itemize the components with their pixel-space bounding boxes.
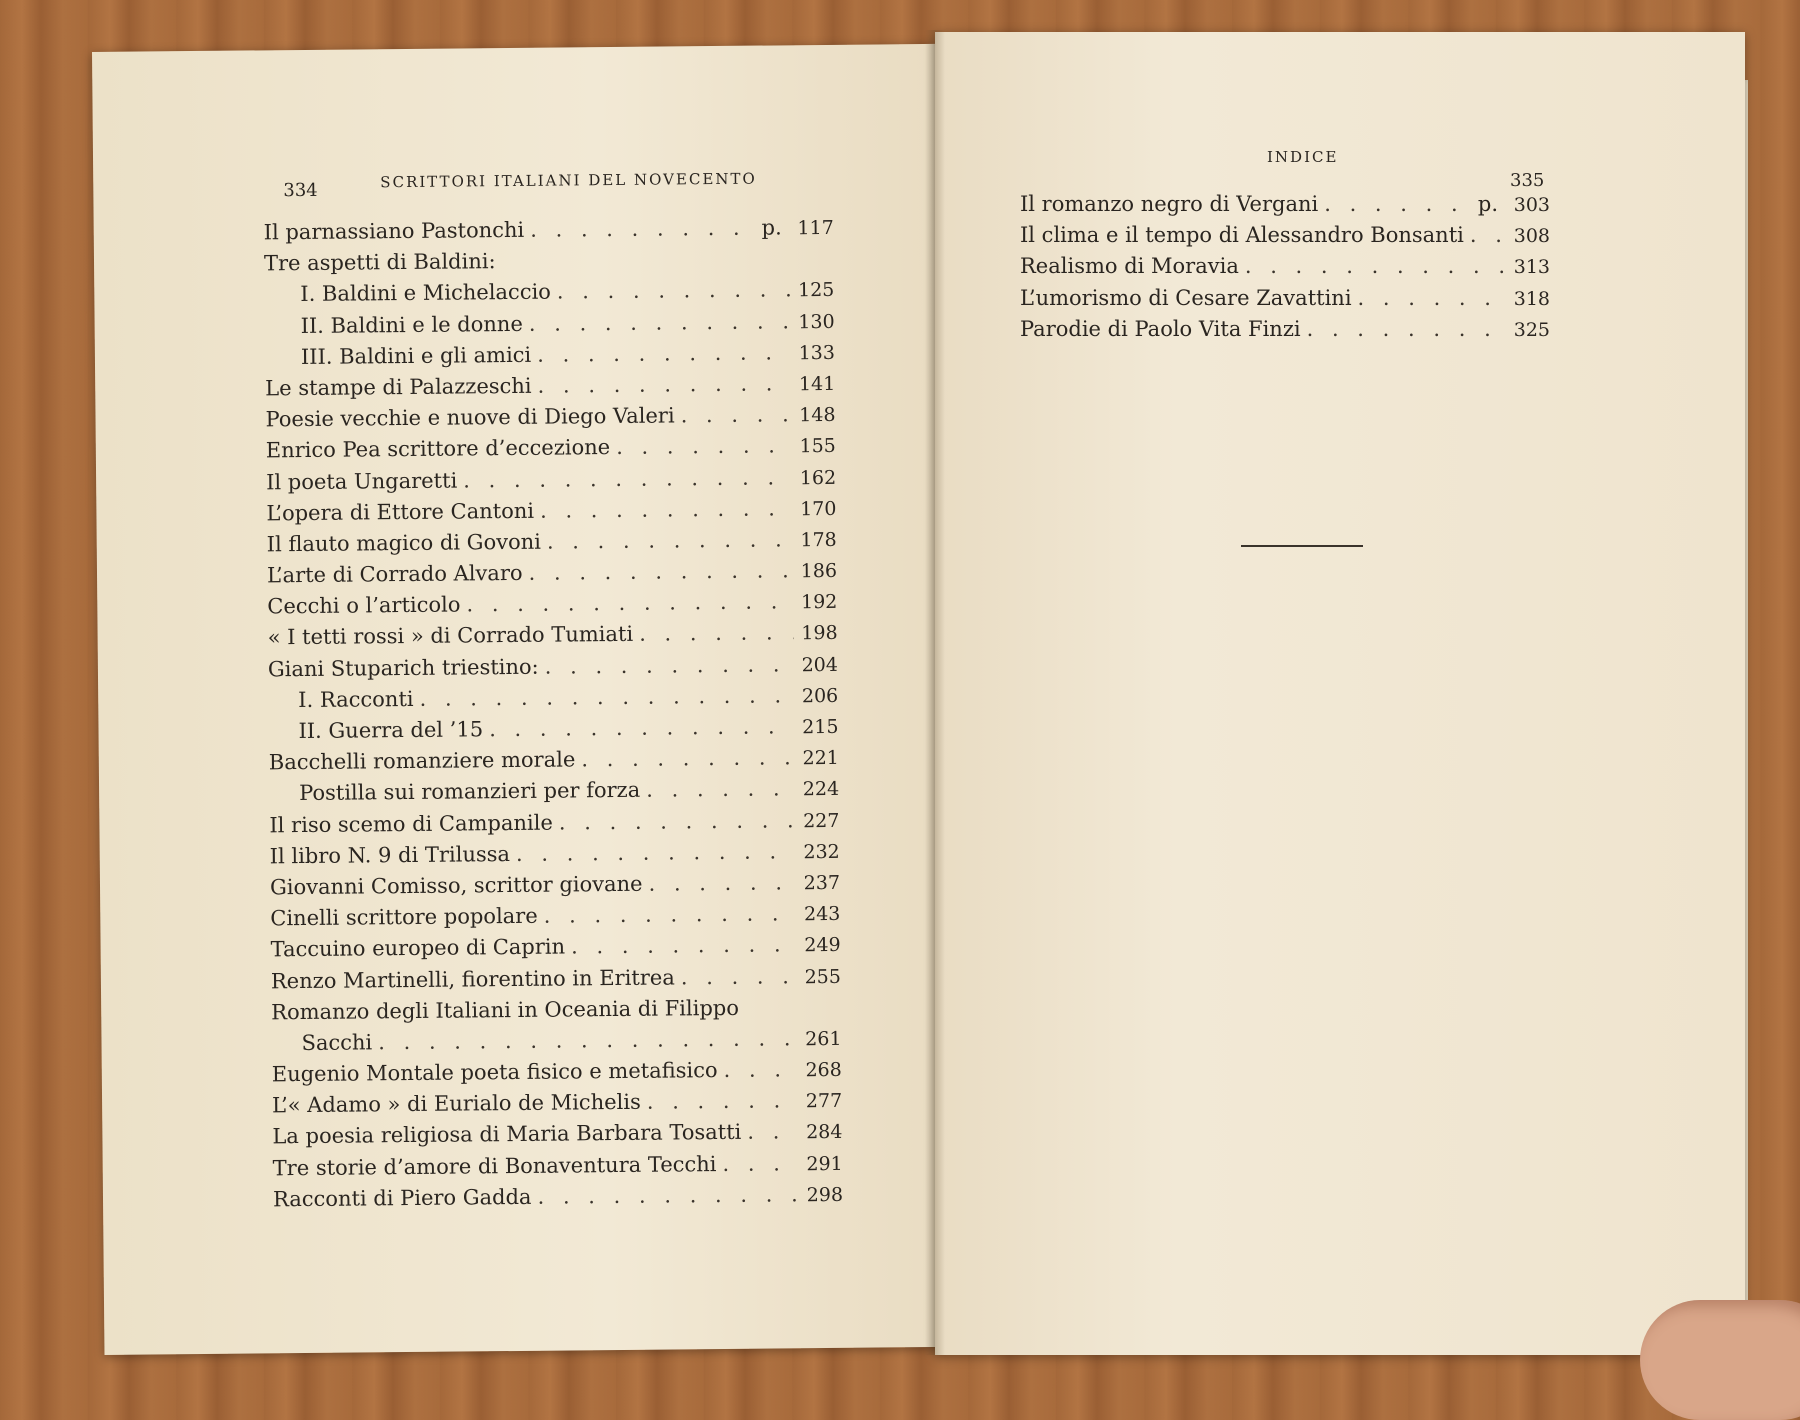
table-of-contents	[264, 215, 844, 1218]
toc-entry-title: L’« Adamo » di Eurialo de Michelis	[272, 1090, 641, 1118]
toc-entry-title: L’opera di Ettore Cantoni	[266, 498, 534, 525]
toc-entry-title: II. Guerra del ’15	[298, 717, 483, 743]
dot-leader	[540, 496, 793, 522]
toc-entry-title: I. Baldini e Michelaccio	[300, 280, 551, 306]
toc-entry-title: Il romanzo negro di Vergani	[1020, 192, 1318, 216]
toc-entry	[1020, 192, 1550, 223]
toc-entry-page: 249	[803, 934, 841, 956]
toc-entry-title: La poesia religiosa di Maria Barbara Tosatti	[272, 1120, 741, 1149]
toc-entry-page: 237	[802, 872, 840, 894]
dot-leader	[1358, 286, 1506, 310]
dot-leader	[463, 465, 792, 492]
toc-entry-title: Renzo Martinelli, fiorentino in Eritrea	[271, 965, 675, 993]
toc-entry-title: I. Racconti	[298, 687, 414, 712]
dot-leader	[639, 621, 794, 646]
dot-leader	[1307, 317, 1506, 341]
toc-entry-page: 117	[796, 217, 834, 239]
dot-leader	[571, 933, 797, 959]
dot-leader	[528, 558, 793, 585]
toc-entry-title: Tre aspetti di Baldini:	[264, 249, 496, 275]
toc-entry-title: Poesie vecchie e nuove di Diego Valeri	[265, 404, 674, 432]
dot-leader	[544, 901, 797, 927]
dot-leader	[1245, 254, 1506, 278]
dot-leader	[516, 839, 796, 866]
toc-entry-title: III. Baldini e gli amici	[301, 343, 531, 369]
page-number: 334	[283, 180, 318, 201]
running-title: SCRITTORI ITALIANI DEL NOVECENTO	[380, 170, 757, 192]
toc-entry-page: 198	[800, 622, 838, 644]
right-page	[935, 32, 1745, 1355]
dot-leader	[1470, 223, 1506, 247]
toc-entry-page: 298	[805, 1184, 843, 1206]
toc-entry-page: 261	[803, 1028, 841, 1050]
toc-entry	[1020, 286, 1550, 317]
toc-entry-page: 130	[797, 310, 835, 332]
dot-leader	[747, 1120, 798, 1144]
toc-entry-page: 291	[805, 1152, 843, 1174]
toc-entry-title: Cinelli scrittore popolare	[270, 904, 538, 931]
toc-entry-title: « I tetti rossi » di Corrado Tumiati	[268, 622, 634, 650]
dot-leader	[1324, 192, 1472, 216]
end-rule	[1241, 545, 1363, 547]
toc-entry-page: 206	[800, 685, 838, 707]
toc-entry	[1020, 223, 1550, 254]
toc-entry-title: Taccuino europeo di Caprin	[271, 935, 566, 962]
toc-entry-page: 224	[801, 778, 839, 800]
toc-entry-page: 325	[1512, 319, 1550, 341]
toc-entry-page: 318	[1512, 288, 1550, 310]
toc-entry-page: 232	[802, 841, 840, 863]
toc-entry-title: Enrico Pea scrittore d’eccezione	[266, 435, 611, 462]
toc-entry-title: Giovanni Comisso, scrittor giovane	[270, 872, 643, 900]
toc-entry-page: 303	[1512, 194, 1550, 216]
toc-entry-title: Cecchi o l’articolo	[267, 593, 460, 619]
dot-leader	[616, 434, 792, 460]
dot-leader	[647, 1089, 799, 1114]
dot-leader	[466, 590, 793, 617]
toc-entry-page: 162	[798, 466, 836, 488]
toc-entry-page: 133	[797, 342, 835, 364]
dot-leader	[489, 714, 795, 741]
dot-leader	[648, 870, 796, 895]
toc-entry-page: 215	[800, 716, 838, 738]
book-gutter	[925, 30, 945, 1355]
toc-entry-title: Eugenio Montale poeta fisico e metafisico	[272, 1058, 718, 1086]
toc-entry-page: 221	[801, 747, 839, 769]
toc-entry-page: 148	[797, 404, 835, 426]
toc-entry-title: Giani Stuparich triestino:	[268, 654, 539, 681]
page-number: 335	[1510, 170, 1544, 191]
dot-leader	[537, 1182, 799, 1209]
toc-entry-title: Le stampe di Palazzeschi	[265, 374, 532, 401]
left-page	[92, 44, 947, 1355]
toc-entry-title: II. Baldini e le donne	[301, 311, 523, 337]
dot-leader	[681, 402, 792, 427]
toc-entry-page: 125	[796, 279, 834, 301]
dot-leader	[581, 745, 795, 771]
dot-leader	[557, 278, 791, 304]
toc-entry-page: 155	[798, 435, 836, 457]
dot-leader	[723, 1057, 797, 1082]
toc-entry-page: 277	[804, 1090, 842, 1112]
dot-leader	[530, 216, 756, 242]
toc-entry-page: 186	[799, 560, 837, 582]
toc-entry	[273, 1182, 843, 1219]
toc-entry-title: L’arte di Corrado Alvaro	[267, 561, 523, 587]
toc-entry-title: Realismo di Moravia	[1020, 254, 1239, 278]
dot-leader	[646, 777, 795, 802]
running-title: INDICE	[1267, 148, 1338, 166]
toc-entry-title: Il libro N. 9 di Trilussa	[270, 842, 510, 868]
toc-entry-page: 268	[804, 1059, 842, 1081]
toc-entry-page: 141	[797, 373, 835, 395]
page-prefix: p.	[761, 215, 781, 239]
dot-leader	[378, 1026, 798, 1054]
toc-entry-page: 313	[1512, 256, 1550, 278]
toc-entry-page: 308	[1512, 225, 1550, 247]
toc-entry-page: 227	[801, 809, 839, 831]
dot-leader	[547, 527, 793, 553]
toc-entry-page: 243	[802, 903, 840, 925]
dot-leader	[681, 964, 797, 989]
dot-leader	[545, 652, 794, 678]
toc-entry-title: Il flauto magico di Govoni	[267, 530, 541, 557]
dot-leader	[537, 340, 791, 366]
toc-entry-title: Sacchi	[301, 1030, 372, 1055]
toc-entry-title: Tre storie d’amore di Bonaventura Tecchi	[273, 1152, 717, 1180]
toc-entry-title: Racconti di Piero Gadda	[273, 1185, 532, 1211]
toc-entry-title: Bacchelli romanziere morale	[269, 748, 576, 775]
table-of-contents	[1020, 192, 1550, 348]
toc-entry-page: 255	[803, 965, 841, 987]
toc-entry-title: Il parnassiano Pastonchi	[264, 218, 525, 244]
toc-entry-title: Romanzo degli Italiani in Oceania di Filippo	[271, 996, 739, 1024]
toc-entry	[1020, 254, 1550, 285]
dot-leader	[537, 371, 791, 397]
toc-entry-title: Postilla sui romanzieri per forza	[299, 778, 640, 805]
thumb	[1640, 1300, 1800, 1420]
toc-entry-title: L’umorismo di Cesare Zavattini	[1020, 286, 1352, 310]
dot-leader	[722, 1151, 798, 1176]
toc-entry-title: Il poeta Ungaretti	[266, 468, 457, 494]
dot-leader	[419, 683, 794, 711]
toc-entry-page: 204	[800, 653, 838, 675]
toc-entry-title: Il riso scemo di Campanile	[269, 810, 553, 837]
toc-entry	[1020, 317, 1550, 348]
page-prefix: p.	[1478, 192, 1498, 216]
toc-entry-page: 178	[799, 529, 837, 551]
dot-leader	[529, 309, 791, 336]
toc-entry-page: 170	[798, 498, 836, 520]
toc-entry-page: 192	[799, 591, 837, 613]
dot-leader	[559, 808, 796, 834]
toc-entry-title: Il clima e il tempo di Alessandro Bonsanti	[1020, 223, 1464, 247]
toc-entry-page: 284	[804, 1121, 842, 1143]
toc-entry-title: Parodie di Paolo Vita Finzi	[1020, 317, 1301, 341]
